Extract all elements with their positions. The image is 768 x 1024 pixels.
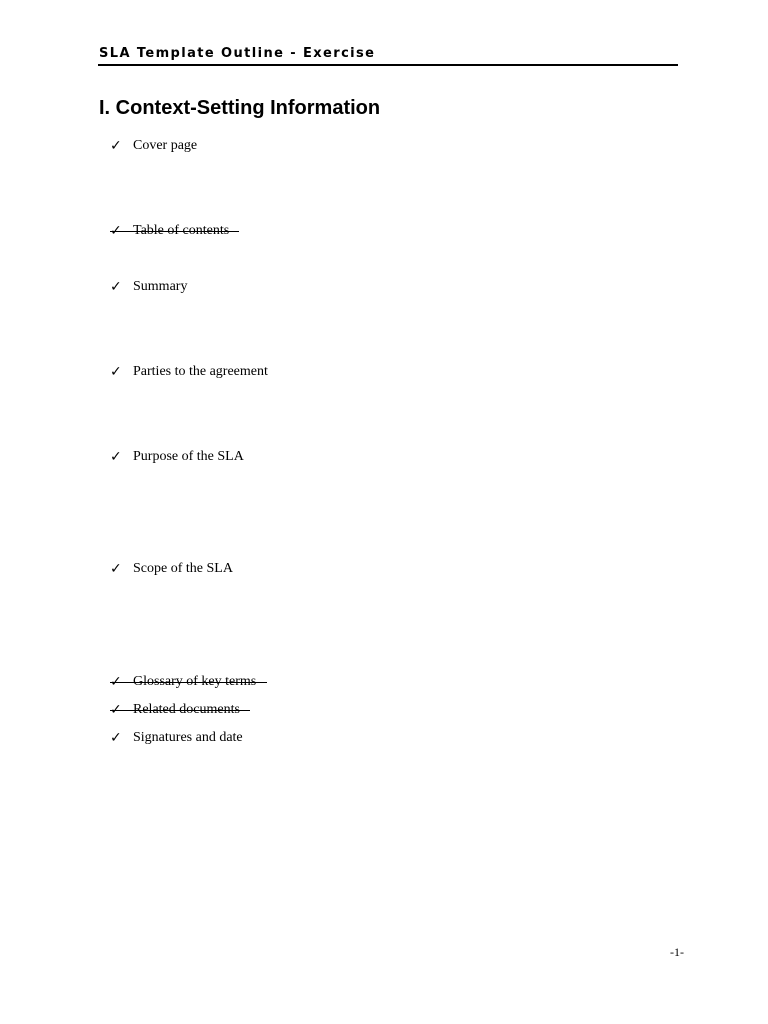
check-mark-icon: ✓ [110, 364, 122, 380]
checklist-item-label: Summary [133, 279, 188, 294]
checklist-item-label: Table of contents [133, 223, 230, 238]
strikethrough-line [110, 682, 267, 683]
strikethrough-line [110, 231, 239, 232]
check-mark-icon: ✓ [110, 449, 122, 465]
check-mark-icon: ✓ [110, 138, 122, 154]
strikethrough-line [110, 710, 250, 711]
page-number: -1- [670, 945, 684, 959]
checklist-item-label: Purpose of the SLA [133, 449, 244, 464]
checklist-item-label: Scope of the SLA [133, 561, 233, 576]
check-mark-icon: ✓ [110, 279, 122, 295]
check-mark-icon: ✓ [110, 223, 122, 239]
checklist-item-label: Related documents [133, 702, 240, 717]
check-mark-icon: ✓ [110, 561, 122, 577]
checklist-item-label: Signatures and date [133, 730, 243, 745]
check-mark-icon: ✓ [110, 674, 122, 690]
section-heading: I. Context-Setting Information [99, 97, 381, 119]
header-rule [98, 64, 678, 66]
checklist-item-label: Cover page [133, 138, 198, 153]
checklist-item-label: Glossary of key terms [133, 674, 257, 689]
page-header-title: SLA Template Outline - Exercise [99, 46, 376, 61]
check-mark-icon: ✓ [110, 730, 122, 746]
checklist-item-label: Parties to the agreement [133, 364, 268, 379]
check-mark-icon: ✓ [110, 702, 122, 718]
